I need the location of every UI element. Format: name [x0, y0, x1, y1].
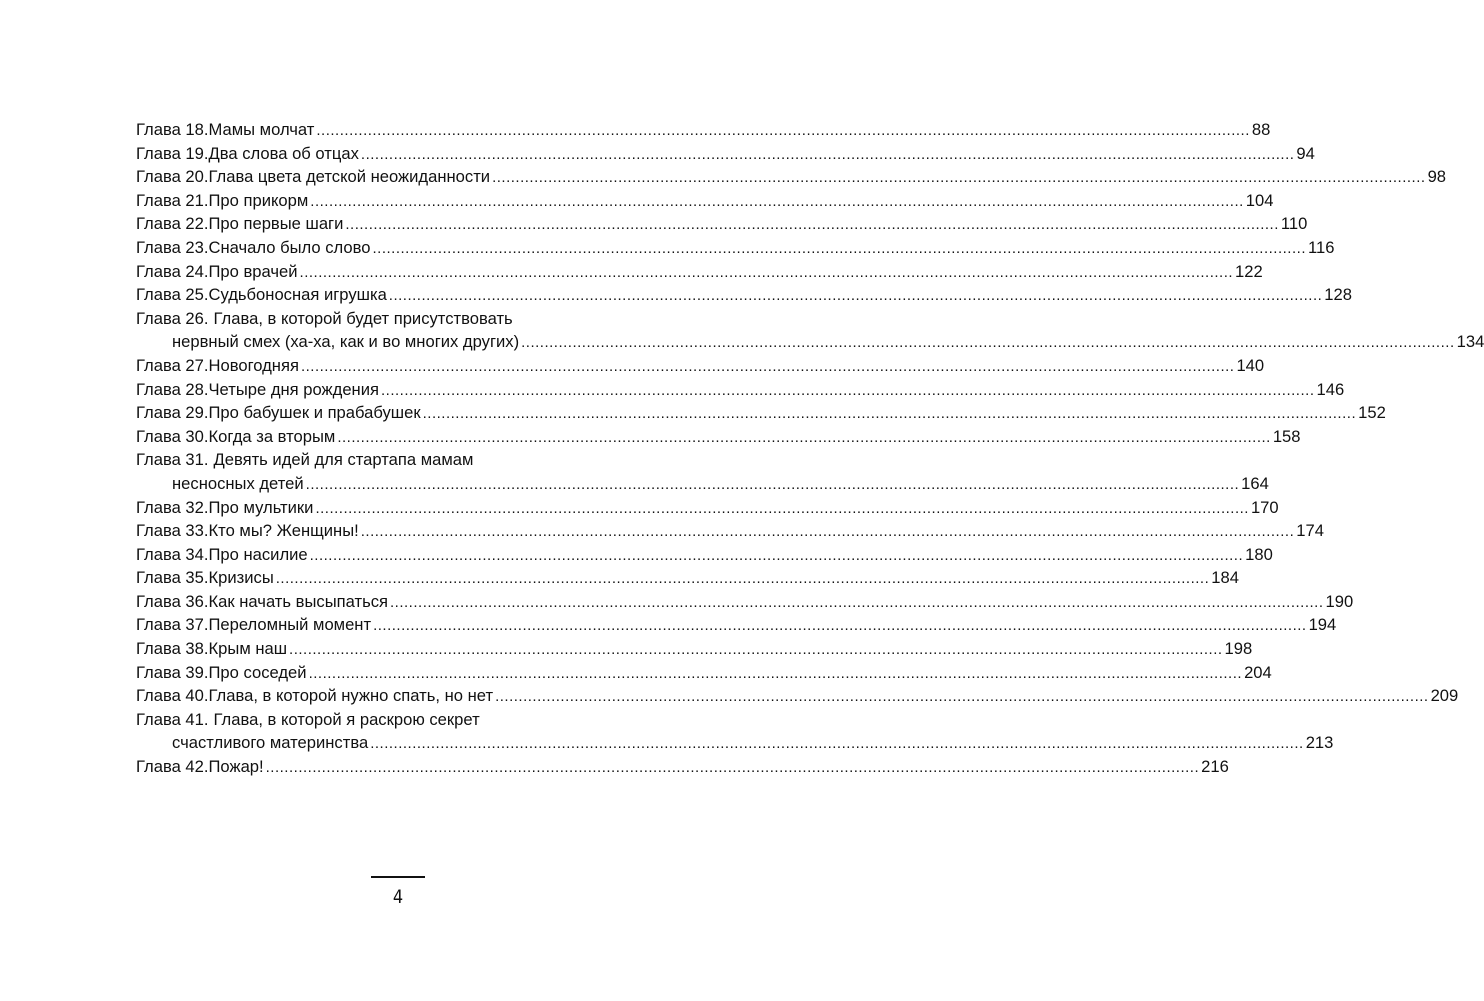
toc-chapter-title: Про насилие [208, 544, 308, 564]
toc-page-number: 170 [1250, 497, 1279, 517]
toc-chapter-title: Глава цвета детской неожиданности [208, 167, 491, 187]
toc-chapter-number: Глава 27. [136, 355, 209, 375]
toc-entry-line [136, 236, 1335, 260]
toc-entry [136, 212, 1308, 236]
toc-page-number: 190 [1325, 591, 1354, 611]
toc-entry-line [136, 165, 1447, 189]
toc-dot-leader: ........................................................................................................................................................................................................ [345, 216, 1279, 234]
toc-entry [136, 425, 1301, 449]
toc-entry-continuation-line [136, 330, 1484, 354]
toc-entry-line [136, 613, 1337, 637]
toc-chapter-number: Глава 34. [136, 544, 209, 564]
toc-entry-line [136, 590, 1354, 614]
toc-entry [136, 590, 1354, 614]
toc-chapter-title: Новогодняя [208, 355, 299, 375]
toc-chapter-number: Глава 19. [136, 143, 209, 163]
toc-chapter-number: Глава 18. [136, 120, 209, 139]
toc-chapter-title: Про бабушек и прабабушек [208, 403, 421, 423]
toc-entry [136, 307, 1484, 354]
toc-chapter-title: несносных детей [172, 473, 304, 493]
toc-page-number: 204 [1244, 662, 1272, 682]
table-of-contents [136, 118, 1484, 779]
toc-chapter-title: Как начать высыпаться [208, 591, 389, 611]
toc-chapter-number: Глава 32. [136, 497, 209, 517]
toc-page-number: 146 [1316, 379, 1345, 399]
toc-dot-leader: ........................................................................................................................................................................................................ [521, 334, 1455, 352]
toc-dot-leader: ........................................................................................................................................................................................................ [299, 263, 1234, 281]
toc-entry-line [136, 661, 1272, 685]
toc-chapter-title: Про соседей [208, 662, 307, 682]
toc-entry-continuation-line [136, 731, 1334, 755]
toc-chapter-title: Два слова об отцах [208, 143, 359, 163]
toc-dot-leader: ........................................................................................................................................................................................................ [495, 688, 1429, 706]
toc-page-number: 122 [1235, 261, 1263, 281]
toc-chapter-title: Четыре дня рождения [208, 379, 379, 399]
toc-dot-leader: ........................................................................................................................................................................................................ [370, 735, 1304, 753]
toc-chapter-number: Глава 30. [136, 426, 209, 446]
toc-chapter-number: Глава 38. [136, 639, 209, 659]
toc-page-number: 98 [1427, 167, 1447, 187]
toc-dot-leader: ........................................................................................................................................................................................................ [310, 192, 1244, 210]
toc-chapter-title: Переломный момент [208, 615, 372, 635]
toc-page-number: 94 [1296, 143, 1315, 163]
toc-entry [136, 566, 1239, 590]
toc-entry [136, 354, 1265, 378]
toc-entry [136, 684, 1459, 708]
toc-entry [136, 519, 1324, 543]
toc-page-number: 174 [1296, 521, 1324, 541]
toc-chapter-title: Глава, в которой я раскрою секрет [213, 709, 480, 729]
toc-entry-line [136, 401, 1386, 425]
toc-entry [136, 613, 1337, 637]
toc-entry-line [136, 307, 652, 331]
toc-dot-leader: ........................................................................................................................................................................................................ [390, 593, 1324, 611]
toc-entry [136, 236, 1335, 260]
toc-dot-leader: ........................................................................................................................................................................................................ [265, 759, 1200, 777]
toc-dot-leader: ........................................................................................................................................................................................................ [360, 145, 1295, 163]
toc-dot-leader: ........................................................................................................................................................................................................ [316, 122, 1250, 139]
page-number: 4 [392, 886, 404, 908]
toc-dot-leader: ........................................................................................................................................................................................................ [388, 287, 1323, 305]
toc-entry [136, 142, 1315, 166]
toc-page-number: 128 [1324, 285, 1352, 305]
toc-entry-line [136, 448, 652, 472]
toc-chapter-number: Глава 22. [136, 214, 209, 234]
toc-chapter-number: Глава 37. [136, 615, 209, 635]
toc-entry [136, 260, 1263, 284]
toc-page-number: 164 [1241, 473, 1269, 493]
toc-entry [136, 401, 1386, 425]
toc-page-number: 140 [1236, 355, 1265, 375]
toc-entry-line [136, 543, 1273, 567]
toc-entry [136, 118, 1271, 142]
toc-chapter-number: Глава 23. [136, 237, 209, 257]
toc-chapter-number: Глава 39. [136, 662, 209, 682]
toc-dot-leader: ........................................................................................................................................................................................................ [422, 405, 1357, 423]
toc-chapter-title: Про прикорм [208, 190, 309, 210]
toc-chapter-title: Про первые шаги [208, 214, 344, 234]
toc-entry-line [136, 189, 1274, 213]
toc-page-number: 104 [1245, 190, 1274, 210]
toc-entry-line [136, 425, 1301, 449]
toc-entry-line [136, 755, 1229, 779]
toc-chapter-title: Крым наш [208, 639, 288, 659]
toc-chapter-title: Когда за вторым [208, 426, 336, 446]
toc-entry [136, 283, 1352, 307]
toc-chapter-title: Про врачей [208, 261, 298, 281]
toc-entry [136, 165, 1447, 189]
toc-dot-leader: ........................................................................................................................................................................................................ [300, 357, 1235, 375]
toc-chapter-number: Глава 28. [136, 379, 209, 399]
page-number-rule [371, 876, 425, 878]
toc-dot-leader: ........................................................................................................................................................................................................ [337, 428, 1271, 446]
toc-entry [136, 189, 1274, 213]
toc-page-number: 209 [1430, 686, 1459, 706]
toc-chapter-title: Сначало было слово [208, 237, 371, 257]
toc-chapter-number: Глава 35. [136, 568, 209, 588]
toc-entry [136, 755, 1229, 779]
toc-entry [136, 708, 1334, 755]
toc-entry-line [136, 496, 1279, 520]
toc-chapter-number: Глава 24. [136, 261, 209, 281]
toc-entry-line [136, 566, 1239, 590]
toc-chapter-title: Глава, в которой будет присутствовать [213, 308, 513, 328]
toc-chapter-number: Глава 40. [136, 686, 209, 706]
toc-entry [136, 543, 1273, 567]
toc-entry [136, 378, 1345, 402]
toc-entry-line [136, 260, 1263, 284]
toc-entry-line [136, 708, 652, 732]
toc-page-number: 213 [1305, 733, 1334, 753]
toc-entry-line [136, 637, 1253, 661]
toc-dot-leader: ........................................................................................................................................................................................................ [492, 169, 1426, 187]
toc-entry-line [136, 142, 1315, 166]
toc-entry-line [136, 283, 1352, 307]
toc-chapter-title: Глава, в которой нужно спать, но нет [208, 686, 494, 706]
toc-entry-line [136, 354, 1265, 378]
toc-chapter-title: Девять идей для стартапа мамам [213, 450, 474, 470]
toc-chapter-number: Глава 36. [136, 591, 209, 611]
toc-page-number: 180 [1245, 544, 1273, 564]
toc-chapter-number: Глава 42. [136, 757, 209, 777]
toc-page-number: 158 [1272, 426, 1301, 446]
toc-dot-leader: ........................................................................................................................................................................................................ [289, 641, 1223, 659]
toc-entry-line [136, 519, 1324, 543]
toc-page-number: 110 [1280, 214, 1308, 234]
toc-page-number: 216 [1201, 757, 1229, 777]
toc-page-number: 184 [1211, 568, 1239, 588]
toc-chapter-title: Кризисы [208, 568, 274, 588]
toc-chapter-title: Судьбоносная игрушка [208, 285, 387, 305]
toc-chapter-number: Глава 20. [136, 167, 209, 187]
toc-dot-leader: ........................................................................................................................................................................................................ [372, 239, 1306, 257]
toc-chapter-title: Мамы молчат [208, 120, 315, 139]
toc-page-number: 152 [1358, 403, 1386, 423]
toc-chapter-title: Кто мы? Женщины! [208, 521, 359, 541]
toc-entry [136, 637, 1253, 661]
toc-dot-leader: ........................................................................................................................................................................................................ [373, 617, 1307, 635]
toc-entry [136, 448, 1269, 495]
toc-entry [136, 496, 1279, 520]
toc-chapter-title: счастливого материнства [172, 733, 369, 753]
toc-dot-leader: ........................................................................................................................................................................................................ [309, 546, 1244, 564]
toc-chapter-number: Глава 41. [136, 709, 209, 729]
toc-chapter-number: Глава 33. [136, 521, 209, 541]
toc-dot-leader: ........................................................................................................................................................................................................ [275, 570, 1210, 588]
toc-page-number: 198 [1224, 639, 1253, 659]
toc-dot-leader: ........................................................................................................................................................................................................ [360, 523, 1295, 541]
toc-entry-line [136, 118, 1271, 142]
toc-chapter-number: Глава 29. [136, 403, 209, 423]
toc-entry-continuation-line [136, 472, 1269, 496]
toc-page-number: 88 [1251, 120, 1271, 139]
toc-dot-leader: ........................................................................................................................................................................................................ [308, 664, 1243, 682]
toc-chapter-title: Пожар! [208, 757, 264, 777]
toc-dot-leader: ........................................................................................................................................................................................................ [315, 499, 1249, 517]
toc-chapter-number: Глава 26. [136, 308, 209, 328]
toc-entry-line [136, 212, 1308, 236]
toc-dot-leader: ........................................................................................................................................................................................................ [305, 475, 1240, 493]
toc-chapter-title: Про мультики [208, 497, 314, 517]
toc-dot-leader: ........................................................................................................................................................................................................ [380, 381, 1315, 399]
toc-entry-line [136, 684, 1459, 708]
toc-chapter-number: Глава 31. [136, 450, 209, 470]
toc-chapter-number: Глава 21. [136, 190, 209, 210]
toc-chapter-number: Глава 25. [136, 285, 209, 305]
toc-page-number: 116 [1307, 237, 1335, 257]
toc-entry-line [136, 378, 1345, 402]
toc-entry [136, 661, 1272, 685]
toc-page-number: 194 [1308, 615, 1337, 635]
toc-chapter-title: нервный смех (ха-ха, как и во многих других) [172, 332, 520, 352]
toc-page-number: 134 [1456, 332, 1484, 352]
